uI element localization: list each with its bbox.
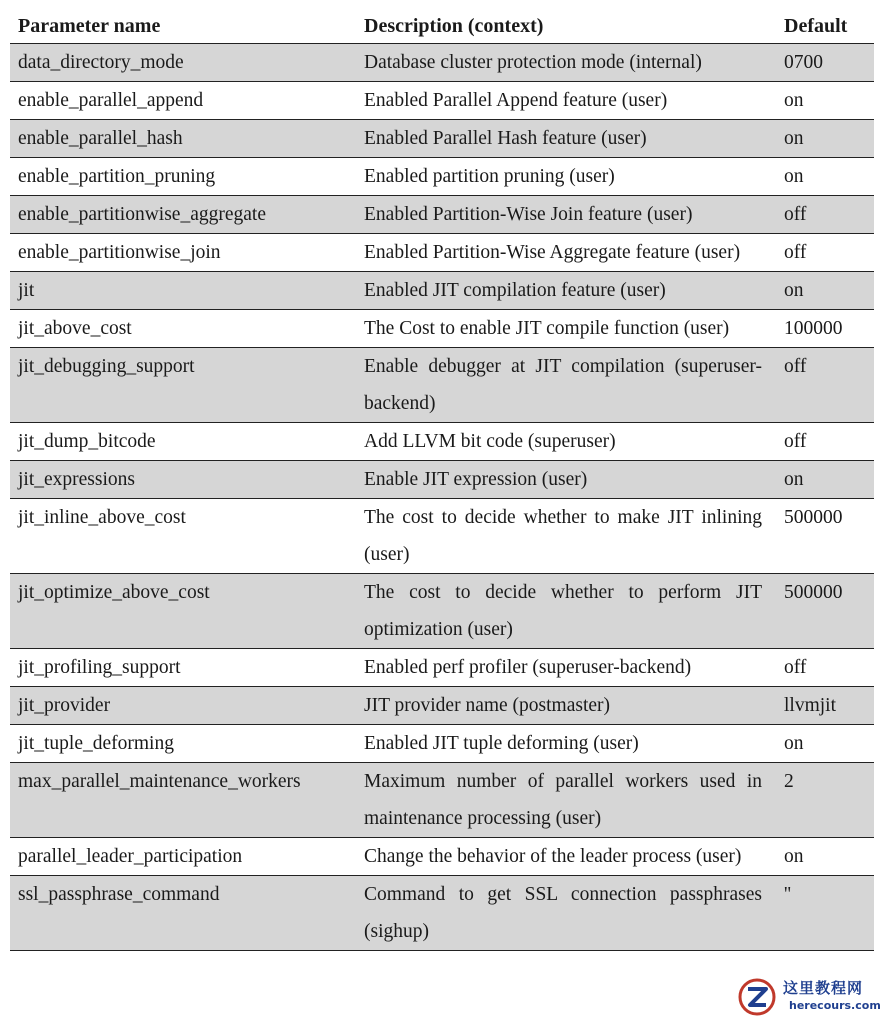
cell-parameter-name: jit_tuple_deforming	[10, 725, 356, 763]
cell-description: Enable JIT expression (user)	[356, 461, 776, 499]
cell-description: Database cluster protection mode (internal)	[356, 44, 776, 82]
cell-description: Enabled partition pruning (user)	[356, 158, 776, 196]
table-header	[10, 8, 874, 44]
cell-parameter-name: ssl_passphrase_command	[10, 876, 356, 951]
table-row	[10, 272, 874, 310]
cell-parameter-name: max_parallel_maintenance_workers	[10, 763, 356, 838]
cell-description: Command to get SSL connection passphrases (sighup)	[356, 876, 776, 951]
table-row	[10, 158, 874, 196]
cell-default: on	[776, 120, 874, 158]
cell-parameter-name: data_directory_mode	[10, 44, 356, 82]
cell-parameter-name: enable_partition_pruning	[10, 158, 356, 196]
table-row	[10, 725, 874, 763]
cell-default: off	[776, 234, 874, 272]
header-row	[10, 8, 874, 44]
header-default: Default	[776, 8, 874, 44]
table-row	[10, 348, 874, 423]
cell-description: Enabled perf profiler (superuser-backend)	[356, 649, 776, 687]
cell-parameter-name: jit_inline_above_cost	[10, 499, 356, 574]
cell-description: Enabled Parallel Hash feature (user)	[356, 120, 776, 158]
cell-default: off	[776, 649, 874, 687]
cell-description: Change the behavior of the leader process (user)	[356, 838, 776, 876]
table-row	[10, 234, 874, 272]
cell-parameter-name: enable_partitionwise_join	[10, 234, 356, 272]
cell-default: 2	[776, 763, 874, 838]
cell-description: The Cost to enable JIT compile function (user)	[356, 310, 776, 348]
cell-description: Enable debugger at JIT compilation (superuser-backend)	[356, 348, 776, 423]
cell-parameter-name: parallel_leader_participation	[10, 838, 356, 876]
table-row	[10, 838, 874, 876]
table-row	[10, 649, 874, 687]
cell-parameter-name: enable_parallel_append	[10, 82, 356, 120]
cell-description: The cost to decide whether to make JIT inlining (user)	[356, 499, 776, 574]
cell-default: 500000	[776, 499, 874, 574]
cell-default: 100000	[776, 310, 874, 348]
cell-description: Add LLVM bit code (superuser)	[356, 423, 776, 461]
cell-default: on	[776, 725, 874, 763]
table-row	[10, 120, 874, 158]
table-row	[10, 499, 874, 574]
cell-description: The cost to decide whether to perform JIT optimization (user)	[356, 574, 776, 649]
cell-default: 0700	[776, 44, 874, 82]
table-row	[10, 310, 874, 348]
header-description: Description (context)	[356, 8, 776, 44]
cell-default: ''	[776, 876, 874, 951]
watermark-url: herecours.com	[789, 999, 881, 1012]
watermark-title: 这里教程网	[783, 979, 864, 997]
cell-default: on	[776, 838, 874, 876]
cell-default: off	[776, 348, 874, 423]
table-row	[10, 461, 874, 499]
cell-parameter-name: jit	[10, 272, 356, 310]
cell-parameter-name: enable_parallel_hash	[10, 120, 356, 158]
cell-default: on	[776, 82, 874, 120]
table-row	[10, 876, 874, 951]
cell-default: on	[776, 461, 874, 499]
parameter-table	[10, 8, 874, 951]
cell-default: llvmjit	[776, 687, 874, 725]
header-parameter-name: Parameter name	[10, 8, 356, 44]
cell-default: on	[776, 158, 874, 196]
cell-default: 500000	[776, 574, 874, 649]
cell-description: Enabled Partition-Wise Join feature (user)	[356, 196, 776, 234]
cell-description: Enabled JIT compilation feature (user)	[356, 272, 776, 310]
cell-parameter-name: jit_dump_bitcode	[10, 423, 356, 461]
circle-z-logo-icon	[737, 977, 777, 1017]
table-row	[10, 574, 874, 649]
parameter-table-container	[10, 8, 874, 951]
table-body	[10, 44, 874, 951]
table-row	[10, 82, 874, 120]
cell-description: JIT provider name (postmaster)	[356, 687, 776, 725]
cell-default: off	[776, 423, 874, 461]
cell-default: off	[776, 196, 874, 234]
cell-description: Maximum number of parallel workers used in maintenance processing (user)	[356, 763, 776, 838]
cell-parameter-name: jit_provider	[10, 687, 356, 725]
cell-default: on	[776, 272, 874, 310]
cell-parameter-name: jit_expressions	[10, 461, 356, 499]
cell-parameter-name: jit_optimize_above_cost	[10, 574, 356, 649]
table-row	[10, 44, 874, 82]
table-row	[10, 763, 874, 838]
cell-parameter-name: jit_debugging_support	[10, 348, 356, 423]
cell-description: Enabled Partition-Wise Aggregate feature (user)	[356, 234, 776, 272]
cell-description: Enabled JIT tuple deforming (user)	[356, 725, 776, 763]
table-row	[10, 687, 874, 725]
cell-description: Enabled Parallel Append feature (user)	[356, 82, 776, 120]
cell-parameter-name: enable_partitionwise_aggregate	[10, 196, 356, 234]
table-row	[10, 196, 874, 234]
table-row	[10, 423, 874, 461]
cell-parameter-name: jit_above_cost	[10, 310, 356, 348]
watermark	[737, 975, 879, 1019]
cell-parameter-name: jit_profiling_support	[10, 649, 356, 687]
